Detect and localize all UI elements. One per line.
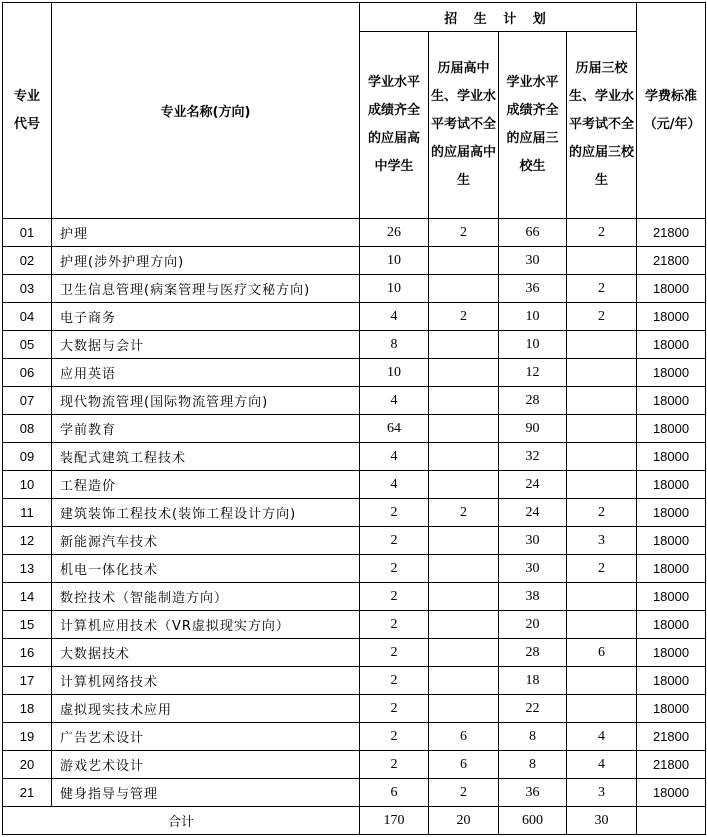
plan-cell-1: 2 [360,723,429,751]
plan-cell-3: 22 [499,695,567,723]
tuition-fee-cell: 18000 [637,611,706,639]
plan-cell-1: 64 [360,415,429,443]
plan-cell-1: 4 [360,387,429,415]
tuition-fee-cell: 18000 [637,443,706,471]
major-code-cell: 16 [3,639,52,667]
plan-cell-1: 2 [360,555,429,583]
total-plan-cell-4: 30 [567,807,637,835]
enrollment-plan-table [2,2,706,835]
plan-cell-4: 4 [567,751,637,779]
tuition-fee-cell: 18000 [637,303,706,331]
major-name-cell: 计算机网络技术 [52,667,360,695]
tuition-fee-cell: 21800 [637,247,706,275]
plan-cell-2: 2 [429,779,499,807]
plan-cell-3: 12 [499,359,567,387]
major-code-cell: 11 [3,499,52,527]
major-name-cell: 护理(涉外护理方向) [52,247,360,275]
major-name-cell: 数控技术（智能制造方向） [52,583,360,611]
plan-cell-4 [567,611,637,639]
table-row [3,583,706,611]
plan-cell-3: 30 [499,247,567,275]
plan-cell-1: 2 [360,695,429,723]
major-code-cell: 18 [3,695,52,723]
table-row [3,667,706,695]
plan-cell-3: 36 [499,779,567,807]
tuition-fee-cell: 18000 [637,415,706,443]
plan-cell-3: 28 [499,387,567,415]
plan-cell-1: 2 [360,583,429,611]
table-row [3,555,706,583]
plan-cell-4: 2 [567,303,637,331]
plan-cell-1: 10 [360,359,429,387]
major-name-cell: 虚拟现实技术应用 [52,695,360,723]
major-name-cell: 新能源汽车技术 [52,527,360,555]
table-row [3,275,706,303]
plan-cell-1: 10 [360,275,429,303]
major-code-cell: 10 [3,471,52,499]
major-name-cell: 工程造价 [52,471,360,499]
major-name-cell: 现代物流管理(国际物流管理方向) [52,387,360,415]
plan-cell-1: 6 [360,779,429,807]
plan-cell-2: 2 [429,219,499,247]
table-row [3,387,706,415]
plan-cell-2: 6 [429,751,499,779]
tuition-fee-cell: 18000 [637,331,706,359]
major-name-cell: 装配式建筑工程技术 [52,443,360,471]
major-name-cell: 卫生信息管理(病案管理与医疗文秘方向) [52,275,360,303]
plan-cell-1: 2 [360,527,429,555]
tuition-fee-cell: 18000 [637,359,706,387]
major-code-cell: 15 [3,611,52,639]
header-fee: 学费标准（元/年） [637,3,706,219]
major-code-cell: 14 [3,583,52,611]
table-row [3,723,706,751]
plan-cell-3: 10 [499,331,567,359]
plan-cell-2 [429,667,499,695]
plan-cell-3: 66 [499,219,567,247]
table-row [3,303,706,331]
plan-cell-4: 2 [567,219,637,247]
tuition-fee-cell: 18000 [637,387,706,415]
major-name-cell: 电子商务 [52,303,360,331]
major-code-cell: 02 [3,247,52,275]
major-name-cell: 护理 [52,219,360,247]
plan-cell-4 [567,247,637,275]
major-code-cell: 03 [3,275,52,303]
table-row [3,331,706,359]
plan-cell-4 [567,415,637,443]
plan-cell-2 [429,527,499,555]
plan-cell-1: 26 [360,219,429,247]
plan-cell-2 [429,695,499,723]
plan-cell-2 [429,359,499,387]
plan-cell-4: 3 [567,779,637,807]
plan-cell-1: 4 [360,471,429,499]
plan-cell-3: 20 [499,611,567,639]
major-name-cell: 建筑装饰工程技术(装饰工程设计方向) [52,499,360,527]
major-name-cell: 应用英语 [52,359,360,387]
plan-cell-3: 30 [499,527,567,555]
major-code-cell: 12 [3,527,52,555]
major-code-cell: 17 [3,667,52,695]
plan-cell-2: 2 [429,499,499,527]
plan-cell-4 [567,331,637,359]
plan-cell-2: 6 [429,723,499,751]
table-row [3,247,706,275]
tuition-fee-cell: 18000 [637,779,706,807]
plan-cell-4: 2 [567,499,637,527]
tuition-fee-cell: 18000 [637,583,706,611]
major-code-cell: 01 [3,219,52,247]
plan-cell-2 [429,639,499,667]
plan-cell-1: 4 [360,303,429,331]
tuition-fee-cell: 18000 [637,471,706,499]
tuition-fee-cell: 18000 [637,527,706,555]
total-plan-cell-2: 20 [429,807,499,835]
tuition-fee-cell: 21800 [637,219,706,247]
tuition-fee-cell: 18000 [637,667,706,695]
header-sub2: 历届高中生、学业水平考试不全的应届高中生 [429,32,499,219]
plan-cell-4 [567,443,637,471]
table-row [3,779,706,807]
table-row [3,751,706,779]
total-plan-cell-3: 600 [499,807,567,835]
plan-cell-2 [429,247,499,275]
plan-cell-3: 8 [499,751,567,779]
plan-cell-4 [567,471,637,499]
plan-cell-1: 2 [360,667,429,695]
plan-cell-4: 2 [567,275,637,303]
major-code-cell: 04 [3,303,52,331]
major-name-cell: 计算机应用技术（VR虚拟现实方向） [52,611,360,639]
table-row [3,695,706,723]
total-plan-cell-1: 170 [360,807,429,835]
plan-cell-3: 28 [499,639,567,667]
major-name-cell: 广告艺术设计 [52,723,360,751]
plan-cell-2 [429,415,499,443]
total-row [3,807,706,835]
major-code-cell: 08 [3,415,52,443]
plan-cell-1: 2 [360,611,429,639]
header-sub1: 学业水平成绩齐全的应届高中学生 [360,32,429,219]
plan-cell-4 [567,695,637,723]
tuition-fee-cell: 21800 [637,723,706,751]
major-code-cell: 05 [3,331,52,359]
plan-cell-4 [567,667,637,695]
table-row [3,359,706,387]
major-code-cell: 21 [3,779,52,807]
plan-cell-3: 8 [499,723,567,751]
plan-cell-3: 10 [499,303,567,331]
table-row [3,527,706,555]
major-code-cell: 13 [3,555,52,583]
total-fee-cell [637,807,706,835]
plan-cell-2 [429,443,499,471]
plan-cell-1: 4 [360,443,429,471]
plan-cell-3: 24 [499,471,567,499]
plan-cell-2 [429,471,499,499]
table-row [3,415,706,443]
plan-cell-2 [429,611,499,639]
plan-cell-3: 90 [499,415,567,443]
table-row [3,443,706,471]
plan-cell-3: 36 [499,275,567,303]
plan-cell-2 [429,387,499,415]
header-plan: 招 生 计 划 [360,3,637,32]
plan-cell-1: 2 [360,751,429,779]
header-sub3: 学业水平成绩齐全的应届三校生 [499,32,567,219]
table-row [3,611,706,639]
header-code: 专业代号 [3,3,52,219]
major-code-cell: 19 [3,723,52,751]
table-row [3,471,706,499]
major-name-cell: 大数据技术 [52,639,360,667]
plan-cell-4: 6 [567,639,637,667]
plan-cell-4 [567,359,637,387]
table-row [3,639,706,667]
tuition-fee-cell: 21800 [637,751,706,779]
plan-cell-1: 8 [360,331,429,359]
tuition-fee-cell: 18000 [637,695,706,723]
major-code-cell: 09 [3,443,52,471]
plan-cell-2 [429,275,499,303]
major-name-cell: 健身指导与管理 [52,779,360,807]
header-sub4: 历届三校生、学业水平考试不全的应届三校生 [567,32,637,219]
plan-cell-4 [567,387,637,415]
major-code-cell: 20 [3,751,52,779]
header-name: 专业名称(方向) [52,3,360,219]
major-name-cell: 学前教育 [52,415,360,443]
major-name-cell: 游戏艺术设计 [52,751,360,779]
plan-cell-3: 32 [499,443,567,471]
total-label: 合计 [3,807,360,835]
plan-cell-2 [429,331,499,359]
major-code-cell: 06 [3,359,52,387]
plan-cell-4: 3 [567,527,637,555]
major-code-cell: 07 [3,387,52,415]
plan-cell-4: 2 [567,555,637,583]
plan-cell-3: 18 [499,667,567,695]
tuition-fee-cell: 18000 [637,639,706,667]
table-row [3,219,706,247]
plan-cell-2 [429,555,499,583]
table-row [3,499,706,527]
plan-cell-2: 2 [429,303,499,331]
plan-cell-4 [567,583,637,611]
plan-cell-2 [429,583,499,611]
plan-cell-1: 10 [360,247,429,275]
table-body [3,219,706,835]
plan-cell-3: 30 [499,555,567,583]
tuition-fee-cell: 18000 [637,275,706,303]
plan-cell-3: 38 [499,583,567,611]
plan-cell-1: 2 [360,639,429,667]
tuition-fee-cell: 18000 [637,499,706,527]
major-name-cell: 大数据与会计 [52,331,360,359]
tuition-fee-cell: 18000 [637,555,706,583]
plan-cell-1: 2 [360,499,429,527]
plan-cell-4: 4 [567,723,637,751]
plan-cell-3: 24 [499,499,567,527]
major-name-cell: 机电一体化技术 [52,555,360,583]
